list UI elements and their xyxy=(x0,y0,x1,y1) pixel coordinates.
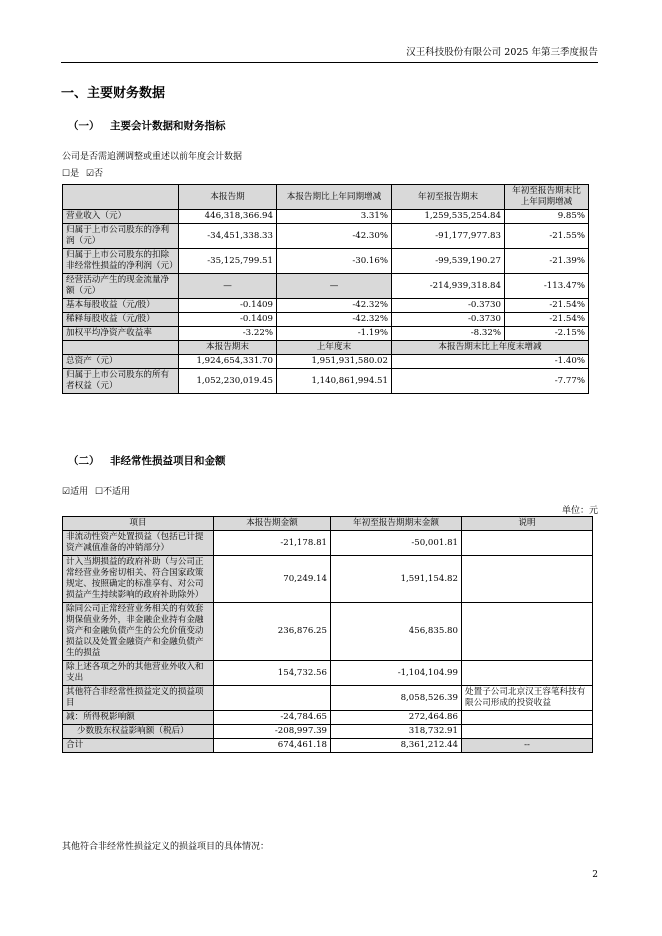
table2-item-label: 计入当期损益的政府补助（与公司正常经营业务密切相关、符合国家政策规定、按照确定的标准享有、对公司损益产生持续影响的政府补助除外） xyxy=(63,556,214,603)
table1-cell: -1.19% xyxy=(277,327,392,341)
table1-row xyxy=(63,210,589,224)
restate-question: 公司是否需追溯调整或重述以前年度会计数据 xyxy=(62,152,243,162)
table1-row xyxy=(63,313,589,327)
table1-cell: -7.77% xyxy=(392,369,589,394)
option-yes-label: 是 xyxy=(70,169,80,179)
financial-data-table xyxy=(62,184,589,394)
checkbox-applicable[interactable]: ☑ xyxy=(62,487,71,497)
table2-amount: -50,001.81 xyxy=(331,531,462,556)
table1-row-label: 加权平均净资产收益率 xyxy=(63,327,179,341)
table2-amount: 1,591,154.82 xyxy=(331,556,462,603)
table2-row xyxy=(63,739,593,753)
table2-note: 处置子公司北京汉王容笔科技有限公司形成的投资收益 xyxy=(462,686,593,711)
checkbox-no[interactable]: ☑ xyxy=(85,169,95,179)
page-number: 2 xyxy=(592,870,598,880)
table2-amount: 154,732.56 xyxy=(214,661,331,686)
table1-cell: -0.1409 xyxy=(179,313,277,327)
table1-cell: -42.32% xyxy=(277,299,392,313)
table2-row xyxy=(63,531,593,556)
table2-row xyxy=(63,603,593,661)
table2-item-label: 除上述各项之外的其他营业外收入和支出 xyxy=(63,661,214,686)
table1-cell: 1,924,654,331.70 xyxy=(179,355,277,369)
table1-cell: -34,451,338.33 xyxy=(179,224,277,249)
table1-cell: 446,318,366.94 xyxy=(179,210,277,224)
table1-header-row xyxy=(63,185,589,210)
table2-amount: -1,104,104.99 xyxy=(331,661,462,686)
table1-cell: 1,951,931,580.02 xyxy=(277,355,392,369)
table2-row xyxy=(63,661,593,686)
applicable-options xyxy=(62,484,130,497)
table2-row xyxy=(63,725,593,739)
table1-row xyxy=(63,224,589,249)
table2-amount: -208,997.39 xyxy=(214,725,331,739)
table2-row xyxy=(63,556,593,603)
subsection-2-text: 非经常性损益项目和金额 xyxy=(110,455,226,467)
table2-amount: 318,732.91 xyxy=(331,725,462,739)
table2-amount: -21,178.81 xyxy=(214,531,331,556)
table1-cell: 1,259,535,254.84 xyxy=(392,210,505,224)
table1-cell: -99,539,190.27 xyxy=(392,249,505,274)
table2-amount: 8,361,212.44 xyxy=(331,739,462,753)
table2-item-label: 除同公司正常经营业务相关的有效套期保值业务外，非金融企业持有金融资产和金融负债产生的公允价值变动损益以及处置金融资产和金融负债产生的损益 xyxy=(63,603,214,661)
table2-header-cell: 说明 xyxy=(462,517,593,531)
table1-cell: 1,052,230,019.45 xyxy=(179,369,277,394)
table1-cell: — xyxy=(179,274,277,299)
table1-row xyxy=(63,299,589,313)
table2-note xyxy=(462,531,593,556)
table1-row-label: 营业收入（元） xyxy=(63,210,179,224)
table2-row xyxy=(63,686,593,711)
unit-label: 单位：元 xyxy=(561,506,598,516)
section-title: 一、主要财务数据 xyxy=(61,86,166,101)
subsection-1-text: 主要会计数据和财务指标 xyxy=(110,120,226,132)
table1-cell: -214,939,318.84 xyxy=(392,274,505,299)
table1-cell: -91,177,977.83 xyxy=(392,224,505,249)
table1-row-label: 总资产（元） xyxy=(63,355,179,369)
table2-header-cell: 年初至报告期期末金额 xyxy=(331,517,462,531)
table1-cell: 9.85% xyxy=(505,210,589,224)
table1-row-label: 归属于上市公司股东的净利润（元） xyxy=(63,224,179,249)
checkbox-yes[interactable]: ☐ xyxy=(62,169,71,179)
table2-amount: 236,876.25 xyxy=(214,603,331,661)
table1-row xyxy=(63,274,589,299)
table1-cell: -21.54% xyxy=(505,313,589,327)
table1-header-row-2 xyxy=(63,341,589,355)
table1-cell: -21.54% xyxy=(505,299,589,313)
option-not-applicable-label: 不适用 xyxy=(103,487,131,497)
table1-row xyxy=(63,355,589,369)
table1-row-label: 经营活动产生的现金流量净额（元） xyxy=(63,274,179,299)
table2-amount xyxy=(214,686,331,711)
table1-cell: -2.15% xyxy=(505,327,589,341)
table1-row-label: 归属于上市公司股东的所有者权益（元） xyxy=(63,369,179,394)
non-recurring-items-table xyxy=(62,516,593,753)
footer-note: 其他符合非经常性损益定义的损益项目的具体情况： xyxy=(62,842,270,852)
table1-cell: — xyxy=(277,274,392,299)
table1-header-cell: 上年度末 xyxy=(277,341,392,355)
table2-note: -- xyxy=(462,739,593,753)
table1-row xyxy=(63,369,589,394)
table1-row-label: 基本每股收益（元/股） xyxy=(63,299,179,313)
table2-amount: 456,835.80 xyxy=(331,603,462,661)
table1-row xyxy=(63,249,589,274)
table1-cell: -35,125,799.51 xyxy=(179,249,277,274)
table1-cell: -42.30% xyxy=(277,224,392,249)
table2-amount: 8,058,526.39 xyxy=(331,686,462,711)
restate-options xyxy=(62,166,103,179)
table2-item-label: 少数股东权益影响额（税后） xyxy=(63,725,214,739)
checkbox-not-applicable[interactable]: ☐ xyxy=(94,487,104,497)
table1-cell: -0.1409 xyxy=(179,299,277,313)
table2-item-label: 合计 xyxy=(63,739,214,753)
report-title: 汉王科技股份有限公司 2025 年第三季度报告 xyxy=(406,47,598,58)
table2-note xyxy=(462,711,593,725)
table1-cell: -113.47% xyxy=(505,274,589,299)
table2-row xyxy=(63,711,593,725)
page-header xyxy=(61,44,598,63)
table1-header-cell: 年初至报告期末比上年同期增减 xyxy=(505,185,589,210)
table1-cell: -8.32% xyxy=(392,327,505,341)
table1-header-cell: 本报告期末比上年度末增减 xyxy=(392,341,589,355)
table1-cell: -42.32% xyxy=(277,313,392,327)
option-applicable-label: 适用 xyxy=(70,487,89,497)
subsection-1-number: （一） xyxy=(68,120,100,132)
table2-amount: 272,464.86 xyxy=(331,711,462,725)
table1-cell: -21.39% xyxy=(505,249,589,274)
table1-row-label: 归属于上市公司股东的扣除非经常性损益的净利润（元） xyxy=(63,249,179,274)
table1-cell: -30.16% xyxy=(277,249,392,274)
table1-cell: -0.3730 xyxy=(392,299,505,313)
table2-note xyxy=(462,661,593,686)
table2-note xyxy=(462,603,593,661)
table1-cell: 3.31% xyxy=(277,210,392,224)
table1-header-cell: 年初至报告期末 xyxy=(392,185,505,210)
table2-item-label: 减：所得税影响额 xyxy=(63,711,214,725)
table2-header-row xyxy=(63,517,593,531)
table1-cell: -0.3730 xyxy=(392,313,505,327)
table1-header-cell: 本报告期末 xyxy=(179,341,277,355)
table1-row xyxy=(63,327,589,341)
table1-cell: 1,140,861,994.51 xyxy=(277,369,392,394)
table1-header-cell xyxy=(63,185,179,210)
table1-header-cell: 本报告期比上年同期增减 xyxy=(277,185,392,210)
table1-cell: -1.40% xyxy=(392,355,589,369)
table1-cell: -3.22% xyxy=(179,327,277,341)
table2-note xyxy=(462,556,593,603)
table2-amount: 674,461.18 xyxy=(214,739,331,753)
subsection-1-title xyxy=(68,118,226,133)
table2-header-cell: 项目 xyxy=(63,517,214,531)
subsection-2-number: （二） xyxy=(68,455,100,467)
option-no-label: 否 xyxy=(94,169,104,179)
table1-cell: -21.55% xyxy=(505,224,589,249)
table2-header-cell: 本报告期金额 xyxy=(214,517,331,531)
subsection-2-title xyxy=(68,453,226,468)
table2-note xyxy=(462,725,593,739)
table1-row-label: 稀释每股收益（元/股） xyxy=(63,313,179,327)
table1-header-cell: 本报告期 xyxy=(179,185,277,210)
table2-item-label: 其他符合非经常性损益定义的损益项目 xyxy=(63,686,214,711)
table2-amount: 70,249.14 xyxy=(214,556,331,603)
table1-header-cell xyxy=(63,341,179,355)
table2-amount: -24,784.65 xyxy=(214,711,331,725)
table2-item-label: 非流动性资产处置损益（包括已计提资产减值准备的冲销部分） xyxy=(63,531,214,556)
